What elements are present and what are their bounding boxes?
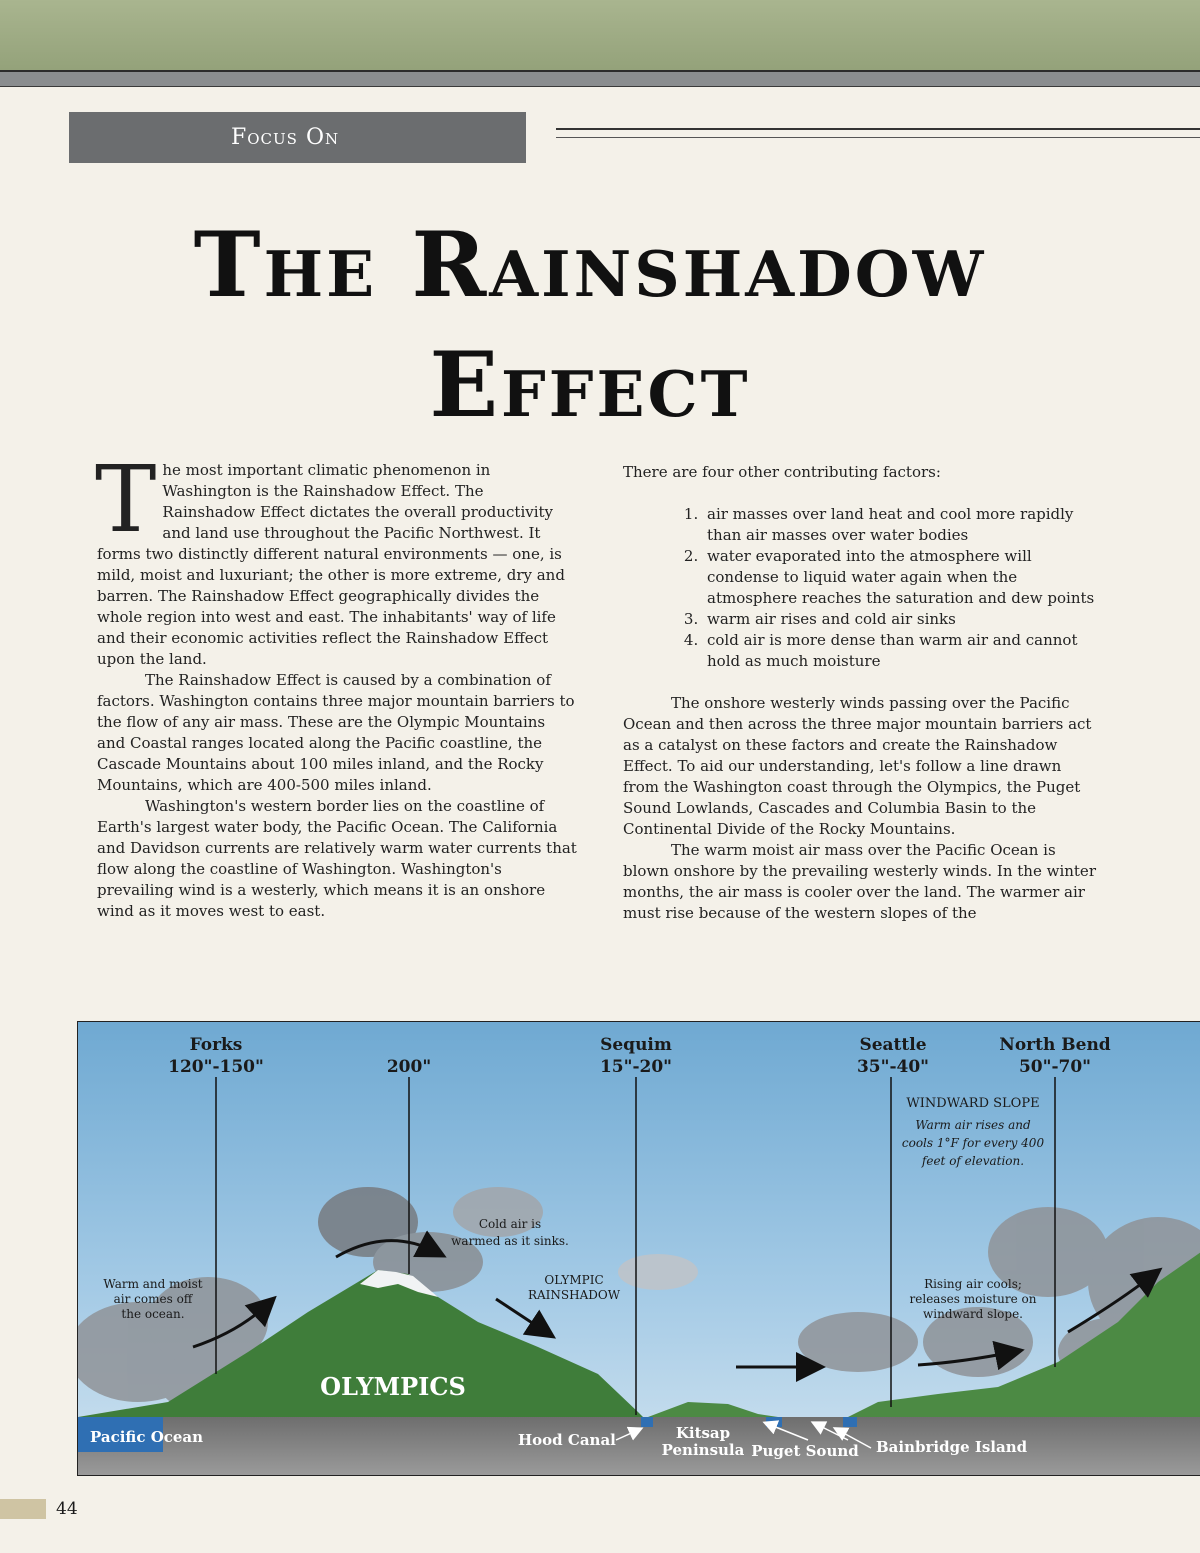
windward-text-line: Warm air rises and: [915, 1118, 1031, 1132]
puget-sound-label: Puget Sound: [751, 1442, 859, 1460]
causes-paragraph: The Rainshadow Effect is caused by a combination of factors. Washington contains three major mountain barriers to the flow of any air mass. These are the Olympic Mountains and Coastal ranges located along the Pacific coastline, the Cascade Mountains about 100 miles inland, and the Rocky Mountains, which are 400-500 miles inland.: [97, 671, 575, 794]
intro-paragraph: [95, 446, 577, 670]
factor-item: 4. cold air is more dense than warm air and cannot hold as much moisture: [703, 630, 1098, 672]
drop-cap: T: [95, 446, 157, 553]
title-line-1: The Rainshadow: [193, 212, 987, 318]
station-seattle-rain: 35"-40": [856, 1057, 930, 1077]
focus-on-label: Focus On: [231, 125, 340, 150]
header-rule-thin: [556, 137, 1200, 138]
kitsap-label: Peninsula: [661, 1441, 745, 1459]
rising-air-note: windward slope.: [923, 1307, 1023, 1321]
header-rule: [556, 128, 1200, 130]
left-column: [95, 446, 577, 922]
rising-air-note: Rising air cools;: [924, 1277, 1022, 1291]
east-sound-water: [843, 1417, 857, 1427]
station-forks-name: Forks: [189, 1035, 243, 1055]
pacific-ocean-label: Pacific Ocean: [90, 1428, 204, 1446]
windward-text-line: cools 1°F for every 400: [901, 1136, 1045, 1150]
warm-moist-note: the ocean.: [121, 1307, 185, 1321]
station-northbend-name: North Bend: [999, 1035, 1111, 1055]
puget-sound-water: [766, 1417, 782, 1427]
factor-item: 1. air masses over land heat and cool more rapidly than air masses over water bodies: [703, 504, 1098, 546]
factors-intro: There are four other contributing factors:: [623, 463, 941, 481]
station-peak-rain: 200": [386, 1057, 432, 1077]
rising-air-note: releases moisture on: [909, 1292, 1037, 1306]
border-paragraph: Washington's western border lies on the coastline of Earth's largest water body, the Pacific Ocean. The California and Davidson currents are relatively warm water currents that flow along the coastline of Washington. Washington's prevailing wind is a westerly, which means it is an onshore wind as it moves west to east.: [97, 797, 577, 920]
station-sequim-rain: 15"-20": [599, 1057, 673, 1077]
hood-canal-label: Hood Canal: [518, 1431, 616, 1449]
bainbridge-label: Bainbridge Island: [876, 1438, 1028, 1456]
page-number: 44: [56, 1499, 78, 1519]
header-band: [0, 0, 1200, 72]
page-number-tab: [0, 1499, 46, 1519]
right-column: [623, 462, 1098, 924]
header-rule-band: [0, 72, 1200, 87]
kitsap-label: Kitsap: [675, 1424, 731, 1442]
warm-moist-note: air comes off: [113, 1292, 193, 1306]
page-title: [0, 205, 1180, 445]
rainshadow-diagram: [77, 1021, 1200, 1476]
factor-item: 3. warm air rises and cold air sinks: [703, 609, 1098, 630]
cold-air-note: warmed as it sinks.: [451, 1234, 569, 1248]
westerly-paragraph: The onshore westerly winds passing over the Pacific Ocean and then across the three major mountain barriers act as a catalyst on these factors and create the Rainshadow Effect. To aid our understanding, let's follow a line drawn from the Washington coast through the Olympics, the Puget Sound Lowlands, Cascades and Columbia Basin to the Continental Divide of the Rocky Mountains.: [623, 694, 1092, 838]
warm-moist-note: Warm and moist: [103, 1277, 203, 1291]
windward-title: WINDWARD SLOPE: [906, 1096, 1040, 1111]
intro-text: he most important climatic phenomenon in Washington is the Rainshadow Effect. The Rainshadow Effect dictates the overall productivity and land use throughout the Pacific Northwest. It forms two distinctly different natural environments — one, is mild, moist and luxuriant; the other is more extreme, dry and barren. The Rainshadow Effect geographically divides the whole region into west and east. The inhabitants' way of life and their economic activities reflect the Rainshadow Effect upon the land.: [97, 461, 565, 668]
rainshadow-note: OLYMPIC: [544, 1273, 604, 1287]
factor-item: 2. water evaporated into the atmosphere will condense to liquid water again when the atmosphere reaches the saturation and dew points: [703, 546, 1098, 609]
ground: [78, 1417, 1200, 1475]
factors-list: [623, 504, 1098, 672]
focus-on-banner: [69, 112, 526, 163]
station-sequim-name: Sequim: [600, 1035, 672, 1055]
cold-air-note: Cold air is: [478, 1217, 542, 1231]
station-forks-rain: 120"-150": [168, 1057, 264, 1077]
title-line-2: Effect: [429, 332, 751, 438]
hood-canal-water: [641, 1417, 653, 1427]
air-mass-paragraph: The warm moist air mass over the Pacific Ocean is blown onshore by the prevailing westerly winds. In the winter months, the air mass is cooler over the land. The warmer air must rise because of the western slopes of the: [623, 841, 1096, 922]
rainshadow-note: RAINSHADOW: [527, 1288, 621, 1302]
station-seattle-name: Seattle: [859, 1035, 927, 1055]
station-northbend-rain: 50"-70": [1018, 1057, 1092, 1077]
olympics-label: OLYMPICS: [320, 1372, 466, 1401]
windward-text-line: feet of elevation.: [921, 1154, 1025, 1168]
